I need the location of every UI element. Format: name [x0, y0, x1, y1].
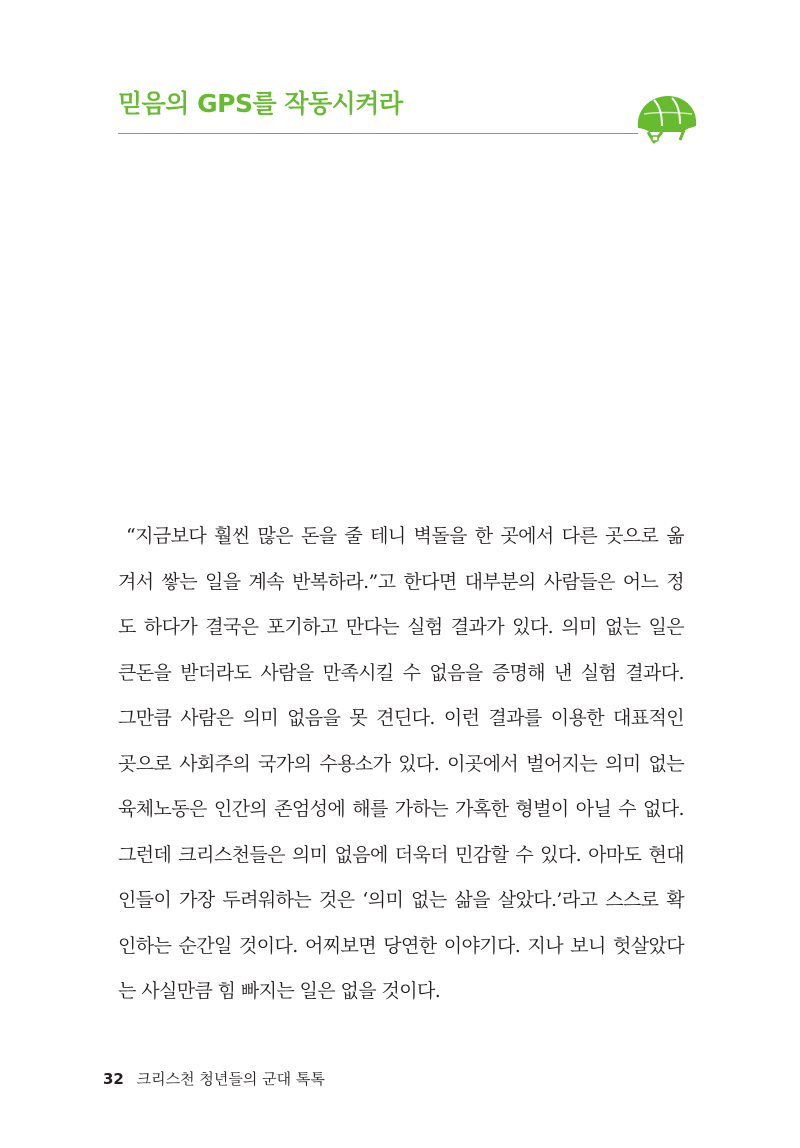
- body-line: 는 사실만큼 힘 빠지는 일은 없을 것이다.: [118, 980, 441, 1002]
- body-line: 그만큼 사람은 의미 없음을 못 견딘다. 이런 결과를 이용한 대표적인: [118, 707, 684, 729]
- body-line: 곳으로 사회주의 국가의 수용소가 있다. 이곳에서 벌어지는 의미 없는: [118, 752, 684, 775]
- chapter-title: 믿음의 GPS를 작동시켜라: [118, 89, 403, 118]
- title-rule: [118, 133, 638, 134]
- body-line: 큰돈을 받더라도 사람을 만족시킬 수 없음을 증명해 낸 실험 결과다.: [118, 661, 684, 684]
- body-line: 그런데 크리스천들은 의미 없음에 더욱더 민감할 수 있다. 아마도 현대: [118, 843, 684, 866]
- body-line: 인들이 가장 두려워하는 것은 ‘의미 없는 삶을 살았다.’라고 스스로 확: [118, 889, 684, 911]
- body-line: 도 하다가 결국은 포기하고 만다는 실험 결과가 있다. 의미 없는 일은: [118, 616, 684, 638]
- page-number: 32: [103, 1070, 124, 1088]
- book-title: 크리스천 청년들의 군대 톡톡: [136, 1070, 325, 1088]
- body-paragraph: [118, 514, 684, 1015]
- helmet-icon: [632, 92, 700, 144]
- body-line: “지금보다 훨씬 많은 돈을 줄 테니 벽돌을 한 곳에서 다른 곳으로 옮: [126, 525, 684, 547]
- page-footer: [103, 1068, 325, 1089]
- body-line: 육체노동은 인간의 존엄성에 해를 가하는 가혹한 형벌이 아닐 수 없다.: [118, 798, 684, 820]
- body-line: 인하는 순간일 것이다. 어찌보면 당연한 이야기다. 지나 보니 헛살았다: [118, 934, 684, 957]
- body-line: 겨서 쌓는 일을 계속 반복하라.”고 한다면 대부분의 사람들은 어느 정: [118, 570, 684, 593]
